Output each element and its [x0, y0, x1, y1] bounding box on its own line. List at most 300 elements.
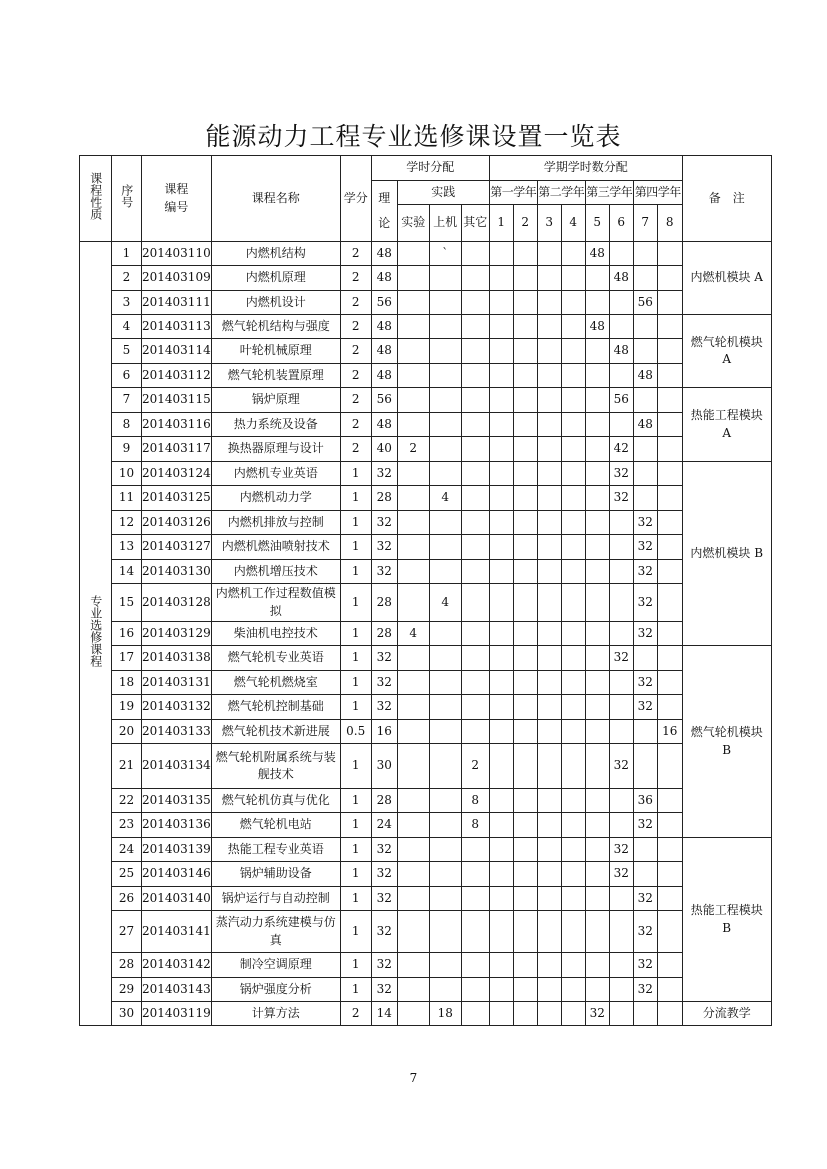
- row-experiment-hours: 2: [397, 437, 429, 462]
- row-course-code: 201403136: [142, 813, 212, 838]
- table-row: [80, 720, 772, 744]
- row-semester-5-hours: [585, 622, 609, 646]
- row-semester-7-hours: 56: [633, 291, 657, 315]
- row-seq: 19: [112, 695, 142, 720]
- row-semester-4-hours: [561, 953, 585, 978]
- row-semester-3-hours: [537, 887, 561, 911]
- row-course-name: 内燃机工作过程数值模拟: [211, 584, 340, 622]
- row-credit: 1: [340, 646, 371, 671]
- row-other-hours: 8: [461, 789, 489, 813]
- row-semester-1-hours: [489, 535, 513, 560]
- row-course-code: 201403124: [142, 462, 212, 486]
- row-semester-1-hours: [489, 339, 513, 364]
- row-experiment-hours: [397, 486, 429, 511]
- row-credit: 2: [340, 266, 371, 291]
- row-semester-8-hours: [657, 695, 682, 720]
- row-computer-hours: [429, 462, 461, 486]
- row-semester-3-hours: [537, 744, 561, 789]
- row-semester-1-hours: [489, 622, 513, 646]
- table-row: [80, 315, 772, 339]
- row-semester-4-hours: [561, 720, 585, 744]
- row-computer-hours: [429, 364, 461, 388]
- header-other: 其它: [461, 205, 489, 242]
- row-other-hours: [461, 838, 489, 862]
- header-credit: 学分: [340, 156, 371, 242]
- row-semester-8-hours: 16: [657, 720, 682, 744]
- row-other-hours: [461, 646, 489, 671]
- row-computer-hours: 4: [429, 584, 461, 622]
- row-semester-7-hours: 32: [633, 622, 657, 646]
- row-semester-5-hours: [585, 646, 609, 671]
- row-experiment-hours: [397, 862, 429, 887]
- row-course-code: 201403130: [142, 560, 212, 584]
- row-semester-1-hours: [489, 978, 513, 1002]
- row-course-code: 201403129: [142, 622, 212, 646]
- row-semester-8-hours: [657, 862, 682, 887]
- row-theory-hours: 14: [371, 1002, 397, 1026]
- row-credit: 2: [340, 242, 371, 266]
- row-experiment-hours: [397, 695, 429, 720]
- row-course-name: 热力系统及设备: [211, 413, 340, 437]
- row-course-name: 锅炉原理: [211, 388, 340, 413]
- row-semester-7-hours: 32: [633, 978, 657, 1002]
- header-theory-line1: 理: [378, 190, 391, 205]
- row-course-name: 燃气轮机电站: [211, 813, 340, 838]
- row-semester-2-hours: [513, 511, 537, 535]
- row-semester-8-hours: [657, 911, 682, 953]
- row-semester-7-hours: 32: [633, 813, 657, 838]
- row-semester-8-hours: [657, 584, 682, 622]
- row-theory-hours: 28: [371, 789, 397, 813]
- row-credit: 2: [340, 437, 371, 462]
- row-credit: 1: [340, 838, 371, 862]
- row-course-name: 内燃机设计: [211, 291, 340, 315]
- row-semester-8-hours: [657, 978, 682, 1002]
- row-course-code: 201403134: [142, 744, 212, 789]
- row-experiment-hours: [397, 388, 429, 413]
- row-semester-3-hours: [537, 978, 561, 1002]
- row-theory-hours: 32: [371, 887, 397, 911]
- row-semester-6-hours: [609, 887, 633, 911]
- row-seq: 20: [112, 720, 142, 744]
- row-semester-8-hours: [657, 560, 682, 584]
- row-course-name: 锅炉强度分析: [211, 978, 340, 1002]
- row-seq: 22: [112, 789, 142, 813]
- row-theory-hours: 48: [371, 413, 397, 437]
- row-seq: 13: [112, 535, 142, 560]
- table-row: [80, 462, 772, 486]
- table-row: [80, 1002, 772, 1026]
- row-semester-4-hours: [561, 695, 585, 720]
- row-semester-3-hours: [537, 1002, 561, 1026]
- row-theory-hours: 24: [371, 813, 397, 838]
- row-other-hours: [461, 242, 489, 266]
- row-experiment-hours: [397, 315, 429, 339]
- row-semester-2-hours: [513, 388, 537, 413]
- row-semester-6-hours: [609, 535, 633, 560]
- row-semester-7-hours: 32: [633, 671, 657, 695]
- row-semester-7-hours: 32: [633, 887, 657, 911]
- row-computer-hours: [429, 671, 461, 695]
- row-other-hours: [461, 291, 489, 315]
- row-semester-8-hours: [657, 887, 682, 911]
- row-other-hours: [461, 315, 489, 339]
- table-row: [80, 953, 772, 978]
- table-row: [80, 364, 772, 388]
- row-semester-6-hours: [609, 978, 633, 1002]
- row-semester-7-hours: [633, 1002, 657, 1026]
- row-computer-hours: [429, 315, 461, 339]
- row-course-name: 换热器原理与设计: [211, 437, 340, 462]
- row-semester-1-hours: [489, 291, 513, 315]
- row-semester-5-hours: [585, 671, 609, 695]
- row-course-name: 内燃机增压技术: [211, 560, 340, 584]
- row-course-code: 201403110: [142, 242, 212, 266]
- row-credit: 1: [340, 584, 371, 622]
- row-remark: 内燃机模块 B: [682, 462, 771, 646]
- table-row: [80, 584, 772, 622]
- row-semester-8-hours: [657, 1002, 682, 1026]
- row-semester-7-hours: [633, 486, 657, 511]
- row-semester-8-hours: [657, 486, 682, 511]
- row-semester-7-hours: 48: [633, 364, 657, 388]
- row-theory-hours: 48: [371, 242, 397, 266]
- row-course-name: 燃气轮机专业英语: [211, 646, 340, 671]
- row-semester-6-hours: [609, 413, 633, 437]
- row-semester-5-hours: 48: [585, 242, 609, 266]
- row-course-code: 201403127: [142, 535, 212, 560]
- row-experiment-hours: [397, 266, 429, 291]
- row-other-hours: [461, 720, 489, 744]
- row-semester-6-hours: [609, 1002, 633, 1026]
- row-semester-3-hours: [537, 266, 561, 291]
- row-semester-5-hours: [585, 266, 609, 291]
- row-semester-8-hours: [657, 413, 682, 437]
- row-credit: 1: [340, 789, 371, 813]
- row-computer-hours: [429, 953, 461, 978]
- row-seq: 25: [112, 862, 142, 887]
- row-semester-2-hours: [513, 622, 537, 646]
- row-semester-8-hours: [657, 622, 682, 646]
- row-computer-hours: [429, 511, 461, 535]
- row-semester-5-hours: [585, 437, 609, 462]
- row-semester-1-hours: [489, 315, 513, 339]
- row-semester-4-hours: [561, 622, 585, 646]
- row-credit: 2: [340, 1002, 371, 1026]
- row-theory-hours: 48: [371, 266, 397, 291]
- row-semester-5-hours: [585, 584, 609, 622]
- table-row: [80, 535, 772, 560]
- row-semester-3-hours: [537, 720, 561, 744]
- table-row: [80, 622, 772, 646]
- row-computer-hours: [429, 413, 461, 437]
- row-semester-5-hours: [585, 978, 609, 1002]
- row-semester-8-hours: [657, 462, 682, 486]
- row-experiment-hours: [397, 462, 429, 486]
- row-semester-6-hours: [609, 622, 633, 646]
- row-semester-6-hours: 32: [609, 862, 633, 887]
- row-semester-8-hours: [657, 838, 682, 862]
- header-computer: 上机: [429, 205, 461, 242]
- row-semester-1-hours: [489, 911, 513, 953]
- row-other-hours: [461, 953, 489, 978]
- row-computer-hours: [429, 789, 461, 813]
- header-course-nature-text: 课程性质: [88, 171, 103, 220]
- row-semester-2-hours: [513, 462, 537, 486]
- row-semester-2-hours: [513, 720, 537, 744]
- row-computer-hours: 4: [429, 486, 461, 511]
- row-seq: 14: [112, 560, 142, 584]
- row-theory-hours: 48: [371, 315, 397, 339]
- header-course-nature: [80, 156, 112, 242]
- row-semester-8-hours: [657, 953, 682, 978]
- row-semester-8-hours: [657, 744, 682, 789]
- row-theory-hours: 16: [371, 720, 397, 744]
- table-row: [80, 242, 772, 266]
- row-semester-7-hours: 32: [633, 584, 657, 622]
- row-experiment-hours: [397, 242, 429, 266]
- row-experiment-hours: [397, 911, 429, 953]
- row-semester-4-hours: [561, 462, 585, 486]
- row-semester-7-hours: 32: [633, 535, 657, 560]
- row-semester-6-hours: 56: [609, 388, 633, 413]
- row-semester-5-hours: [585, 486, 609, 511]
- row-experiment-hours: [397, 887, 429, 911]
- row-semester-1-hours: [489, 646, 513, 671]
- row-semester-8-hours: [657, 813, 682, 838]
- row-semester-5-hours: [585, 953, 609, 978]
- row-other-hours: [461, 978, 489, 1002]
- row-seq: 7: [112, 388, 142, 413]
- table-row: [80, 887, 772, 911]
- row-semester-2-hours: [513, 266, 537, 291]
- row-course-name: 内燃机原理: [211, 266, 340, 291]
- category-cell: [80, 242, 112, 1026]
- row-semester-1-hours: [489, 242, 513, 266]
- row-course-code: 201403126: [142, 511, 212, 535]
- row-course-code: 201403119: [142, 1002, 212, 1026]
- header-sem-2: 2: [513, 205, 537, 242]
- row-semester-2-hours: [513, 953, 537, 978]
- row-course-name: 柴油机电控技术: [211, 622, 340, 646]
- row-semester-3-hours: [537, 646, 561, 671]
- row-seq: 18: [112, 671, 142, 695]
- row-semester-2-hours: [513, 291, 537, 315]
- row-semester-4-hours: [561, 413, 585, 437]
- row-semester-1-hours: [489, 887, 513, 911]
- row-semester-5-hours: [585, 339, 609, 364]
- row-course-name: 热能工程专业英语: [211, 838, 340, 862]
- row-course-name: 燃气轮机控制基础: [211, 695, 340, 720]
- row-semester-8-hours: [657, 388, 682, 413]
- row-other-hours: [461, 1002, 489, 1026]
- table-row: [80, 978, 772, 1002]
- row-credit: 2: [340, 413, 371, 437]
- header-sem-5: 5: [585, 205, 609, 242]
- header-sem-4: 4: [561, 205, 585, 242]
- header-code-line1: 课程: [164, 182, 189, 197]
- row-experiment-hours: [397, 535, 429, 560]
- row-other-hours: [461, 413, 489, 437]
- row-semester-4-hours: [561, 242, 585, 266]
- row-semester-1-hours: [489, 720, 513, 744]
- row-computer-hours: [429, 978, 461, 1002]
- header-remarks: 备 注: [682, 156, 771, 242]
- page-number: 7: [409, 1071, 418, 1085]
- row-course-name: 锅炉运行与自动控制: [211, 887, 340, 911]
- row-computer-hours: [429, 535, 461, 560]
- row-semester-5-hours: [585, 838, 609, 862]
- row-semester-4-hours: [561, 671, 585, 695]
- row-semester-5-hours: 32: [585, 1002, 609, 1026]
- row-other-hours: [461, 671, 489, 695]
- row-semester-6-hours: [609, 695, 633, 720]
- row-computer-hours: [429, 646, 461, 671]
- row-experiment-hours: [397, 671, 429, 695]
- row-semester-3-hours: [537, 315, 561, 339]
- row-course-code: 201403139: [142, 838, 212, 862]
- row-course-code: 201403125: [142, 486, 212, 511]
- row-other-hours: [461, 695, 489, 720]
- row-computer-hours: [429, 291, 461, 315]
- row-semester-4-hours: [561, 1002, 585, 1026]
- row-semester-3-hours: [537, 291, 561, 315]
- header-sem-6: 6: [609, 205, 633, 242]
- row-seq: 6: [112, 364, 142, 388]
- row-semester-7-hours: 36: [633, 789, 657, 813]
- row-theory-hours: 32: [371, 862, 397, 887]
- row-semester-4-hours: [561, 813, 585, 838]
- row-semester-2-hours: [513, 242, 537, 266]
- row-semester-5-hours: [585, 720, 609, 744]
- row-semester-7-hours: [633, 315, 657, 339]
- row-semester-3-hours: [537, 789, 561, 813]
- row-semester-3-hours: [537, 838, 561, 862]
- row-semester-3-hours: [537, 584, 561, 622]
- row-theory-hours: 28: [371, 584, 397, 622]
- row-computer-hours: [429, 339, 461, 364]
- row-seq: 10: [112, 462, 142, 486]
- row-semester-1-hours: [489, 862, 513, 887]
- row-semester-1-hours: [489, 695, 513, 720]
- row-semester-5-hours: 48: [585, 315, 609, 339]
- row-experiment-hours: [397, 744, 429, 789]
- row-semester-4-hours: [561, 838, 585, 862]
- row-semester-4-hours: [561, 388, 585, 413]
- row-semester-1-hours: [489, 486, 513, 511]
- row-semester-3-hours: [537, 535, 561, 560]
- row-course-name: 内燃机燃油喷射技术: [211, 535, 340, 560]
- row-other-hours: [461, 388, 489, 413]
- row-semester-2-hours: [513, 364, 537, 388]
- row-experiment-hours: [397, 646, 429, 671]
- row-semester-3-hours: [537, 462, 561, 486]
- header-hours-dist: 学时分配: [371, 156, 489, 181]
- table-row: [80, 486, 772, 511]
- row-semester-3-hours: [537, 911, 561, 953]
- row-course-name: 燃气轮机仿真与优化: [211, 789, 340, 813]
- row-credit: 1: [340, 462, 371, 486]
- row-semester-6-hours: [609, 911, 633, 953]
- row-semester-6-hours: [609, 291, 633, 315]
- row-course-code: 201403116: [142, 413, 212, 437]
- row-computer-hours: [429, 695, 461, 720]
- row-semester-5-hours: [585, 695, 609, 720]
- row-other-hours: [461, 511, 489, 535]
- header-seq: [112, 156, 142, 242]
- row-computer-hours: [429, 813, 461, 838]
- row-experiment-hours: [397, 953, 429, 978]
- row-experiment-hours: [397, 789, 429, 813]
- row-other-hours: [461, 887, 489, 911]
- row-computer-hours: [429, 266, 461, 291]
- row-semester-3-hours: [537, 622, 561, 646]
- header-year1: 第一学年: [489, 181, 537, 205]
- row-seq: 28: [112, 953, 142, 978]
- row-computer-hours: 18: [429, 1002, 461, 1026]
- table-row: [80, 671, 772, 695]
- row-seq: 3: [112, 291, 142, 315]
- header-sem-7: 7: [633, 205, 657, 242]
- row-remark: 内燃机模块 A: [682, 242, 771, 315]
- row-semester-2-hours: [513, 671, 537, 695]
- row-semester-3-hours: [537, 671, 561, 695]
- row-theory-hours: 32: [371, 911, 397, 953]
- row-seq: 26: [112, 887, 142, 911]
- row-theory-hours: 32: [371, 671, 397, 695]
- row-course-name: 燃气轮机技术新进展: [211, 720, 340, 744]
- row-remark: 燃气轮机模块 A: [682, 315, 771, 388]
- row-course-name: 燃气轮机结构与强度: [211, 315, 340, 339]
- row-semester-5-hours: [585, 462, 609, 486]
- table-row: [80, 813, 772, 838]
- row-credit: 1: [340, 486, 371, 511]
- table-row: [80, 266, 772, 291]
- row-seq: 12: [112, 511, 142, 535]
- row-semester-4-hours: [561, 339, 585, 364]
- header-code: [142, 156, 212, 242]
- row-seq: 5: [112, 339, 142, 364]
- row-semester-4-hours: [561, 789, 585, 813]
- header-practice: 实践: [397, 181, 489, 205]
- row-semester-7-hours: [633, 266, 657, 291]
- row-course-code: 201403111: [142, 291, 212, 315]
- row-semester-4-hours: [561, 584, 585, 622]
- row-semester-5-hours: [585, 911, 609, 953]
- row-semester-2-hours: [513, 744, 537, 789]
- row-credit: 1: [340, 887, 371, 911]
- row-credit: 2: [340, 388, 371, 413]
- row-semester-3-hours: [537, 511, 561, 535]
- row-semester-5-hours: [585, 511, 609, 535]
- row-semester-7-hours: [633, 242, 657, 266]
- row-semester-4-hours: [561, 437, 585, 462]
- row-computer-hours: [429, 911, 461, 953]
- row-semester-1-hours: [489, 953, 513, 978]
- header-sem-3: 3: [537, 205, 561, 242]
- row-semester-8-hours: [657, 364, 682, 388]
- table-row: [80, 339, 772, 364]
- row-credit: 1: [340, 953, 371, 978]
- row-semester-2-hours: [513, 887, 537, 911]
- row-semester-4-hours: [561, 646, 585, 671]
- row-semester-8-hours: [657, 511, 682, 535]
- row-experiment-hours: [397, 413, 429, 437]
- row-semester-6-hours: [609, 511, 633, 535]
- row-semester-4-hours: [561, 511, 585, 535]
- row-seq: 23: [112, 813, 142, 838]
- row-semester-1-hours: [489, 789, 513, 813]
